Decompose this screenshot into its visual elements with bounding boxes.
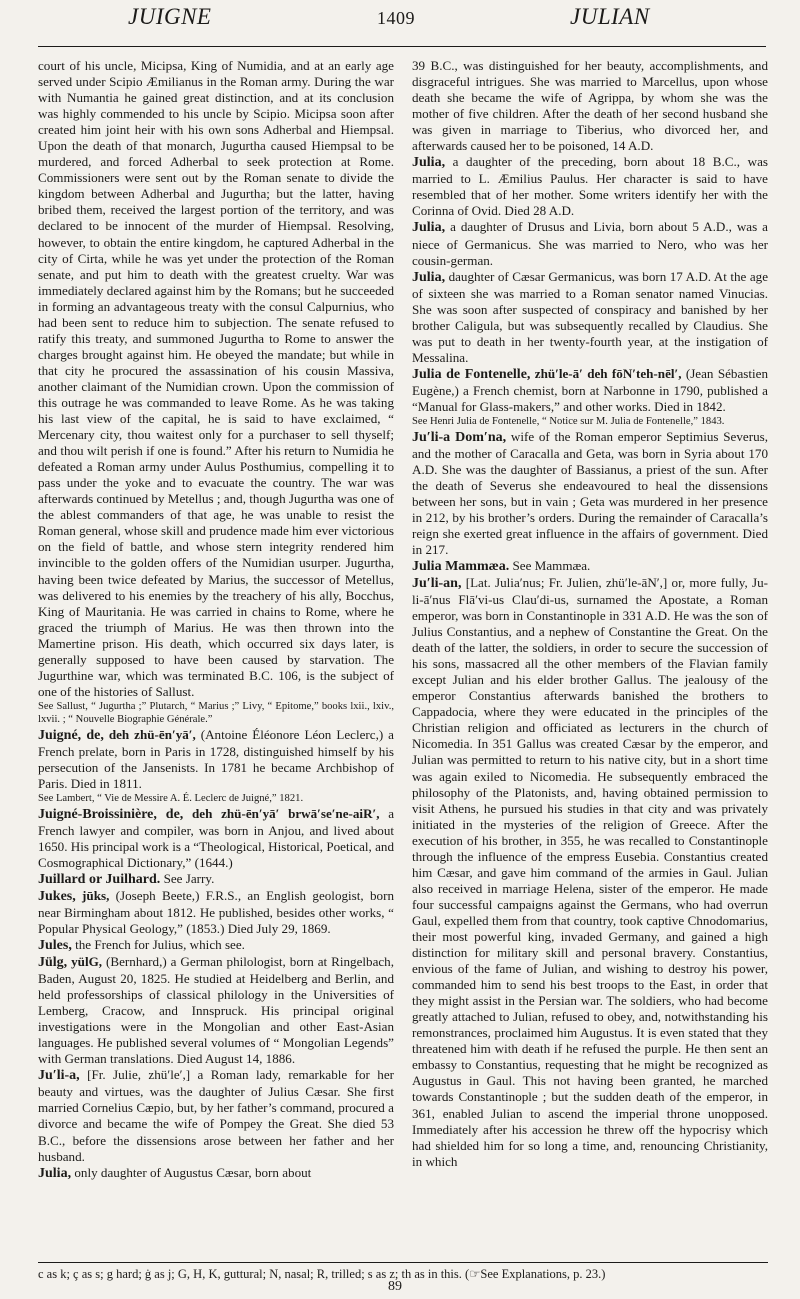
dictionary-entry xyxy=(412,575,768,1170)
dictionary-entry xyxy=(38,1067,394,1164)
entry-text: (Antoine Éléonore Léon Leclerc,) a French prelate, born in Paris in 1728, distinguished himself by his persecution of the Jansenists. In 1781 he became Archbishop of Paris. Died in 1811. xyxy=(38,726,394,792)
entry-headword: Julia, xyxy=(38,1165,72,1181)
entry-headword: Jülg, xyxy=(38,954,68,970)
dictionary-entry xyxy=(412,154,768,219)
entry-headword: Jules, xyxy=(38,937,72,953)
entry-text: (Jean Sébastien Eugène,) a French chemist, born at Narbonne in 1790, published a “Manual for Glass-makers,” and other works. Died in 1842. xyxy=(412,365,768,414)
entry-headword: Julia Mammæa. xyxy=(412,558,510,574)
entry-text: wife of the Roman emperor Septimius Severus, and the mother of Caracalla and Geta, was born in Syria about 170 A.D. She was the daughter of Bassianus, a priest of the sun. After the death of Severus she endeavoured to heal the dissensions between her sons, but in vain ; Geta was murdered in her presence in 212, by his brother’s orders. During the remainder of Caracalla’s reign she exerted great influence in the affairs of government. Died in 217. xyxy=(412,428,768,557)
entry-text: only daughter of Augustus Cæsar, born about xyxy=(74,1164,312,1180)
entry-headword: Ju′li-a, xyxy=(38,1068,80,1084)
entry-headword: Juillard or Juilhard. xyxy=(38,871,161,887)
entry-text: daughter of Cæsar Germanicus, was born 17 A.D. At the age of sixteen she was married to a Roman senator named Vinucias. She was soon after suspected of conspiracy and banished by her brother Caligula, but was subsequently recalled by Claudius. She was put to death in her twenty-fourth year, at the instigation of Messalina. xyxy=(412,268,768,365)
reference-note: See Sallust, “ Jugurtha ;” Plutarch, “ Marius ;” Livy, “ Epitome,” books lxii., lxiv., lxvii. ; “ Nouvelle Biographie Générale.” xyxy=(38,700,394,726)
entry-text: See Jarry. xyxy=(163,870,215,886)
entry-text: (Bernhard,) a German philologist, born at Ringelbach, Baden, August 20, 1825. He studied at Heidelberg and Berlin, and held professorships of classical philology in the Universities of Lemberg, Cracow, and Innspruck. His principal original investigations were in the Mongolian and other East-Asian languages. He published several volumes of “ Mongolian Legends” with German translations. Died August 14, 1886. xyxy=(38,953,394,1067)
entry-headword: Juigné-Broissinière, de, xyxy=(38,806,184,822)
entry-text: a daughter of Drusus and Livia, born about 5 A.D., was a niece of Germanicus. She was married to Nero, who was her cousin-german. xyxy=(412,219,768,268)
entry-headword: Julia, xyxy=(412,155,446,171)
entry-headword: Jukes, xyxy=(38,888,76,904)
reference-note: See Henri Julia de Fontenelle, “ Notice sur M. Julia de Fontenelle,” 1843. xyxy=(412,416,725,428)
dictionary-entry xyxy=(412,366,768,415)
entry-headword: Ju′li-a Dom′na, xyxy=(412,429,507,445)
right-column xyxy=(412,58,768,1260)
entry-pronunciation: deh zhü-ēn′yā′, xyxy=(103,726,196,742)
dictionary-entry xyxy=(412,429,768,558)
entry-text: a French lawyer and compiler, was born in Anjou, and lived about 1650. His principal work is a “Theological, Historical, Poetical, and Cosmographical Dictionary,” (1644.) xyxy=(38,805,394,870)
reference-note: See Lambert, “ Vie de Messire A. É. Leclerc de Juigné,” 1821. xyxy=(38,793,304,805)
dictionary-entry xyxy=(38,1165,394,1182)
header-guide-word-left: JUIGNE xyxy=(128,4,212,29)
dictionary-entry xyxy=(38,954,394,1067)
entry-headword: Julia de Fontenelle, xyxy=(412,366,531,382)
pronunciation-key: c as k; ç as s; g hard; ġ as j; G, H, K, guttural; N, nasal; R, trilled; s as z; th as in this. xyxy=(38,1267,462,1281)
entry-headword: Juigné, de, xyxy=(38,727,104,743)
left-column xyxy=(38,58,394,1260)
entry-text: the French for Julius, which see. xyxy=(75,936,245,952)
entry-text: See Mammæa. xyxy=(512,557,591,573)
dictionary-entry xyxy=(412,558,768,575)
entry-pronunciation: jūks, xyxy=(75,887,110,903)
entry-text: a daughter of the preceding, born about 18 B.C., was married to L. Æmilius Paulus. Her character is said to have resembled that of her mother. Some writers identify her with the Corinna of Ovid. Died 28 A.D. xyxy=(412,154,768,219)
entry-text: (Joseph Beete,) F.R.S., an English geologist, born near Birmingham about 1812. He published, besides other works, “ Popular Physical Geology,” (1853.) Died July 29, 1869. xyxy=(38,887,394,936)
entry-headword: Ju′li-an, xyxy=(412,575,462,591)
running-head xyxy=(38,0,766,47)
header-guide-word-right: JULIAN xyxy=(570,4,650,29)
dictionary-entry xyxy=(412,269,768,366)
entry-pronunciation: zhü′le-ā′ deh fōN′teh-nēl′, xyxy=(530,365,682,381)
entry-text: [Lat. Julia′nus; Fr. Julien, zhü′le-āN′,] or, more fully, Ju-li-ā′nus Flā′vi-us Clau′di-us, surnamed the Apostate, a Roman emperor, was born in Constantinople in 331 A.D. He was the son of Julius Constantius, and a nephew of Constantine the Great. On the death of the latter, the soldiers, in order to secure the succession of his sons, massacred all the other members of the Flavian family except Julian and his elder brother Gallus. The jealousy of the emperor Constantius afterwards banished the brothers to Cappadocia, where they were educated in the principles of the Christian religion and officiated as lecturers in the church of Nicomedia. In 351 Gallus was created Cæsar by the emperor, and Julian was permitted to return to his native city, but in a short time was again exiled to Nicomedia. He subsequently embraced the philosophy of the Platonists, and, having obtained permission to visit Athens, he pursued his studies in that city and was privately initiated in the mysteries of the religion of Greece. After the execution of his brother, in 355, he was recalled to Constantinople through the influence of the empress Eusebia. Constantius created him Cæsar, and gave him command of the armies in Gaul. Julian also received in marriage Helena, sister of the emperor. He made four successful campaigns against the Germans, who had overrun Gaul, expelled them from that country, took captive Chnodomarius, their most powerful king, invaded Germany, and gained a high distinction for military skill and personal bravery. Constantius, envious of the fame of Julian, and wishing to destroy his power, commanded him to send his best troops to the East, in order that they might assist in the Persian war. The soldiers, who had become greatly attached to Julian, refused to obey, and, notwithstanding his remonstrances, proclaimed him Augustus. It is even stated that they threatened him with death if he refused the purple. He then sent an embassy to Constantius, requesting that he might be recognized as Augustus in Gaul. This not having been granted, he marched towards Constantinople ; but the sudden death of the emperor, in 361, enabled Julian to ascend the imperial throne unopposed. Immediately after his accession he threw off the hypocrisy which had shielded him for so long a time, and, renouncing Christianity, in which xyxy=(412,574,768,1169)
bottom-page-number: 89 xyxy=(388,1279,402,1294)
see-explanations-note: (☞See Explanations, p. 23.) xyxy=(465,1267,606,1281)
entry-pronunciation: yülG, xyxy=(67,953,103,969)
dictionary-entry xyxy=(38,937,394,954)
text-columns xyxy=(38,58,768,1260)
entry-pronunciation: deh zhü-ēn′yā′ brwā′se′ne-aiR′, xyxy=(183,805,380,821)
entry-headword: Julia, xyxy=(412,269,446,285)
dictionary-entry xyxy=(38,727,394,792)
entry-headword: Julia, xyxy=(412,220,446,236)
dictionary-entry xyxy=(38,806,394,871)
entry-text: [Fr. Julie, zhü′le′,] a Roman lady, remarkable for her beauty and virtues, was the daughter of Julius Cæsar. She first married Cornelius Cæpio, but, by her father’s command, procured a divorce and became the wife of Pompey the Great. She died 53 B.C., before the dissensions arose between her father and her husband. xyxy=(38,1067,394,1164)
dictionary-entry xyxy=(412,219,768,268)
entry-continuation: court of his uncle, Micipsa, King of Numidia, and at an early age served under Scipio Æmilianus in the Roman army. During the war with Numantia he gained great distinction, and at its conclusion was highly commended to his uncle by Scipio. Micipsa soon after created him joint heir with his own sons Adherbal and Hiempsal. Upon the death of that monarch, Jugurtha caused Hiempsal to be murdered, and forced Adherbal to seek protection at Rome. Commissioners were sent out by the Roman senate to divide the kingdom between Adherbal and Jugurtha; but the latter, having bribed them, received the largest portion of the territory, and was declared to be innocent of the murder of Hiempsal. Resolving, however, to obtain the entire kingdom, he captured Adherbal in the city of Cirta, while he was yet under the protection of the Roman senate, and put him to death with the greatest cruelty. War was immediately declared against him by the Romans; but he succeeded in forming an advantageous treaty with the consul Calpurnius, who had been sent to reduce him to subjection. The senate refused to ratify this treaty, and summoned Jugurtha to Rome to answer the charges brought against him. He obeyed the mandate; but while in that city he procured the assassination of his cousin Massiva, another claimant of the Numidian crown. Upon the commission of this outrage he was commanded to leave Rome. As he was taking his last view of the capital, he is said to have exclaimed, “ Mercenary city, thou waitest only for a purchaser to sell thyself; and thou wilt perish if one is found.” After his return to Numidia he defeated a Roman army under Aulus Posthumius, compelling it to pass under the yoke and to evacuate the country. The war was afterwards continued by Metellus ; and, though Jugurtha was one of the ablest commanders of that age, he was unable to resist the Roman general, whose skill and prudence made him ever victorious on the field of battle, and whose stern integrity rendered him invincible to the golden offers of the Numidian usurper. Jugurtha, having been twice defeated by Marius, the successor of Metellus, was delivered to his enemies by the treachery of his ally, Bocchus, King of Mauritania. He was carried in chains to Rome, where he graced the triumph of Marius. He was then thrown into the Mamertine prison. His death, which occurred six days later, is generally supposed to have been caused by starvation. The Jugurthine war, which was terminated B.C. 106, is the subject of one of the histories of Sallust. xyxy=(38,58,394,699)
entry-continuation: 39 B.C., was distinguished for her beauty, accomplishments, and disgraceful intrigues. She was married to Marcellus, upon whose death she became the wife of Agrippa, by whom she was the mother of five children. After the death of her second husband she was given in marriage to Tiberius, who divorced her, and afterwards caused her to be poisoned, 14 A.D. xyxy=(412,58,768,154)
pronunciation-key-footer xyxy=(38,1262,768,1282)
dictionary-entry xyxy=(38,871,394,888)
dictionary-entry xyxy=(38,888,394,937)
header-page-number: 1409 xyxy=(377,8,415,28)
